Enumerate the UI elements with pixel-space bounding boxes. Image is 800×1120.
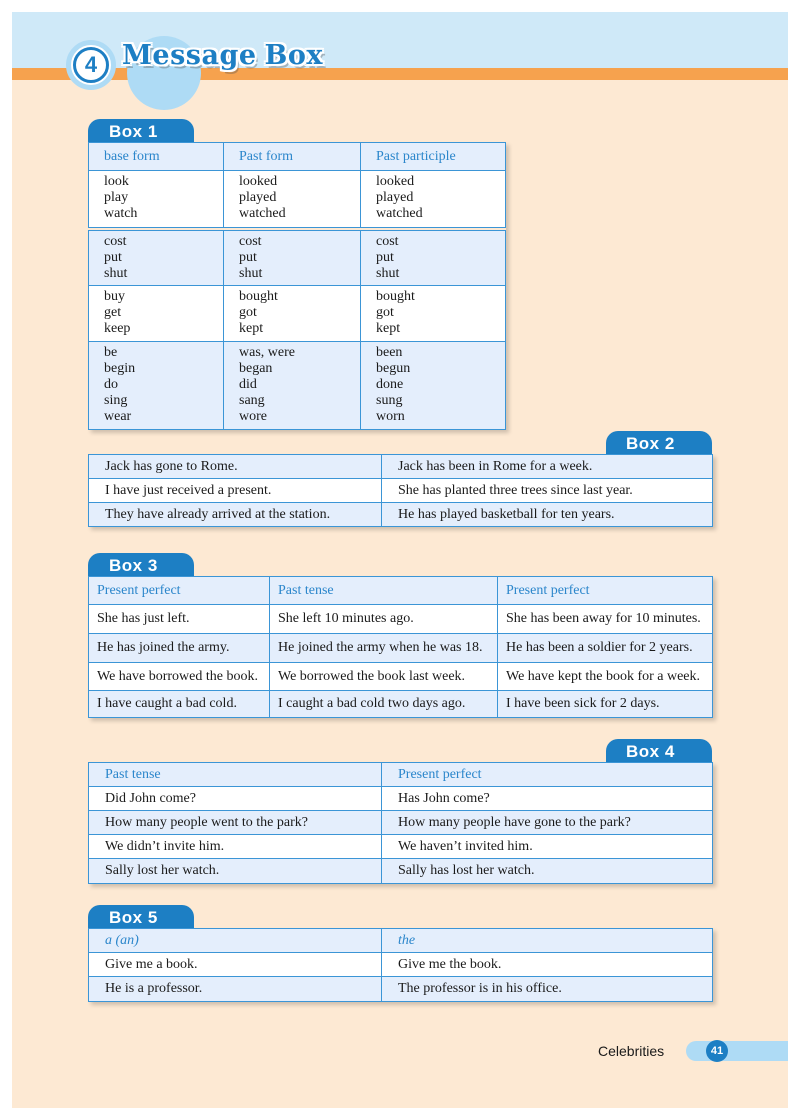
word: worn: [376, 408, 405, 424]
table-cell: Give me the book.: [382, 953, 713, 977]
word: begin: [104, 360, 136, 376]
table-cell: He joined the army when he was 18.: [270, 634, 498, 663]
box1-tab: Box 1: [88, 119, 194, 143]
word: watched: [239, 206, 286, 221]
table-cell: How many people have gone to the park?: [382, 811, 713, 835]
title-word-1: Message: [122, 40, 257, 71]
table-row: [89, 787, 713, 811]
table-cell: Jack has gone to Rome.: [89, 455, 382, 479]
word: cost: [376, 233, 399, 249]
word: got: [376, 304, 394, 320]
table-cell: She left 10 minutes ago.: [270, 605, 498, 634]
table-header-row: [89, 929, 713, 953]
table-cell: We have borrowed the book.: [89, 663, 270, 691]
word: got: [239, 304, 257, 320]
word: shut: [239, 265, 263, 281]
table-row: [89, 503, 713, 527]
word: played: [376, 190, 414, 205]
table-row: [89, 977, 713, 1002]
table-cell: I have just received a present.: [89, 479, 382, 503]
box4-table: [88, 762, 713, 884]
header-cell: Present perfect: [498, 577, 713, 605]
box3-tab: Box 3: [88, 553, 194, 577]
table-row: [89, 455, 713, 479]
table-cell: [224, 171, 361, 229]
word: cost: [104, 233, 127, 249]
table-cell: She has been away for 10 minutes.: [498, 605, 713, 634]
table-cell: We have kept the book for a week.: [498, 663, 713, 691]
table-cell: Has John come?: [382, 787, 713, 811]
word: watched: [376, 206, 423, 221]
table-cell: [89, 229, 224, 286]
table-cell: [361, 171, 506, 229]
table-cell: How many people went to the park?: [89, 811, 382, 835]
word: do: [104, 376, 118, 392]
table-cell: [361, 341, 506, 429]
word: kept: [376, 320, 401, 336]
word: wear: [104, 408, 132, 424]
table-cell: [361, 229, 506, 286]
word: bought: [376, 288, 415, 304]
table-cell: I have caught a bad cold.: [89, 691, 270, 718]
word: watch: [104, 206, 138, 221]
header-cell: Past form: [224, 143, 361, 171]
section-number-badge: [66, 40, 116, 90]
table-header-row: [89, 143, 506, 171]
section-number: 4: [73, 47, 109, 83]
header-cell: Past tense: [89, 763, 382, 787]
header-cell: Present perfect: [89, 577, 270, 605]
table-cell: They have already arrived at the station.: [89, 503, 382, 527]
word: cost: [239, 233, 262, 249]
box5-tab: Box 5: [88, 905, 194, 929]
table-row: [89, 835, 713, 859]
word: looked: [239, 174, 278, 189]
box2-table: [88, 454, 713, 527]
word: play: [104, 190, 129, 205]
table-cell: Give me a book.: [89, 953, 382, 977]
table-cell: We borrowed the book last week.: [270, 663, 498, 691]
header-cell: Past tense: [270, 577, 498, 605]
table-cell: [89, 285, 224, 341]
table-row: [89, 811, 713, 835]
word: keep: [104, 320, 131, 336]
table-cell: Sally has lost her watch.: [382, 859, 713, 884]
table-cell: Sally lost her watch.: [89, 859, 382, 884]
table-row: [89, 229, 506, 286]
table-cell: We didn’t invite him.: [89, 835, 382, 859]
word: buy: [104, 288, 125, 304]
table-row: [89, 691, 713, 718]
page-title: [122, 40, 323, 71]
table-cell: [89, 171, 224, 229]
word: began: [239, 360, 273, 376]
unit-title: Celebrities: [598, 1043, 665, 1059]
table-cell: I have been sick for 2 days.: [498, 691, 713, 718]
table-cell: We haven’t invited him.: [382, 835, 713, 859]
table-cell: He has been a soldier for 2 years.: [498, 634, 713, 663]
word: put: [239, 249, 257, 265]
word: put: [376, 249, 394, 265]
header-cell: base form: [89, 143, 224, 171]
table-cell: He is a professor.: [89, 977, 382, 1002]
table-cell: She has just left.: [89, 605, 270, 634]
table-row: [89, 285, 506, 341]
table-header-row: [89, 577, 713, 605]
table-cell: [89, 341, 224, 429]
word: shut: [376, 265, 400, 281]
box1-table: [88, 142, 506, 430]
table-cell: Jack has been in Rome for a week.: [382, 455, 713, 479]
table-cell: [224, 229, 361, 286]
word: put: [104, 249, 122, 265]
title-word-2: Box: [264, 40, 323, 71]
table-cell: I caught a bad cold two days ago.: [270, 691, 498, 718]
table-row: [89, 859, 713, 884]
box5-table: [88, 928, 713, 1002]
table-row: [89, 605, 713, 634]
header-cell: the: [382, 929, 713, 953]
table-cell: The professor is in his office.: [382, 977, 713, 1002]
word: sing: [104, 392, 128, 408]
table-row: [89, 171, 506, 229]
word: been: [376, 344, 403, 360]
table-cell: She has planted three trees since last year.: [382, 479, 713, 503]
page-number-pill: [686, 1041, 788, 1061]
word: shut: [104, 265, 128, 281]
word: bought: [239, 288, 278, 304]
table-cell: He has played basketball for ten years.: [382, 503, 713, 527]
word: done: [376, 376, 404, 392]
table-row: [89, 479, 713, 503]
word: played: [239, 190, 277, 205]
word: did: [239, 376, 257, 392]
header-cell: Past participle: [361, 143, 506, 171]
table-cell: He has joined the army.: [89, 634, 270, 663]
box3-table: [88, 576, 713, 718]
word: get: [104, 304, 122, 320]
word: wore: [239, 408, 267, 424]
header-cell: a (an): [89, 929, 382, 953]
table-cell: [224, 285, 361, 341]
table-row: [89, 663, 713, 691]
table-cell: Did John come?: [89, 787, 382, 811]
table-row: [89, 341, 506, 429]
table-header-row: [89, 763, 713, 787]
word: look: [104, 174, 129, 189]
table-cell: [361, 285, 506, 341]
header-cell: Present perfect: [382, 763, 713, 787]
word: was, were: [239, 344, 295, 360]
page-number: 41: [706, 1040, 728, 1062]
table-row: [89, 634, 713, 663]
word: be: [104, 344, 118, 360]
box2-tab: Box 2: [606, 431, 712, 455]
word: begun: [376, 360, 411, 376]
word: sung: [376, 392, 403, 408]
table-cell: [224, 341, 361, 429]
table-row: [89, 953, 713, 977]
word: kept: [239, 320, 264, 336]
word: sang: [239, 392, 265, 408]
box4-tab: Box 4: [606, 739, 712, 763]
word: looked: [376, 174, 415, 189]
